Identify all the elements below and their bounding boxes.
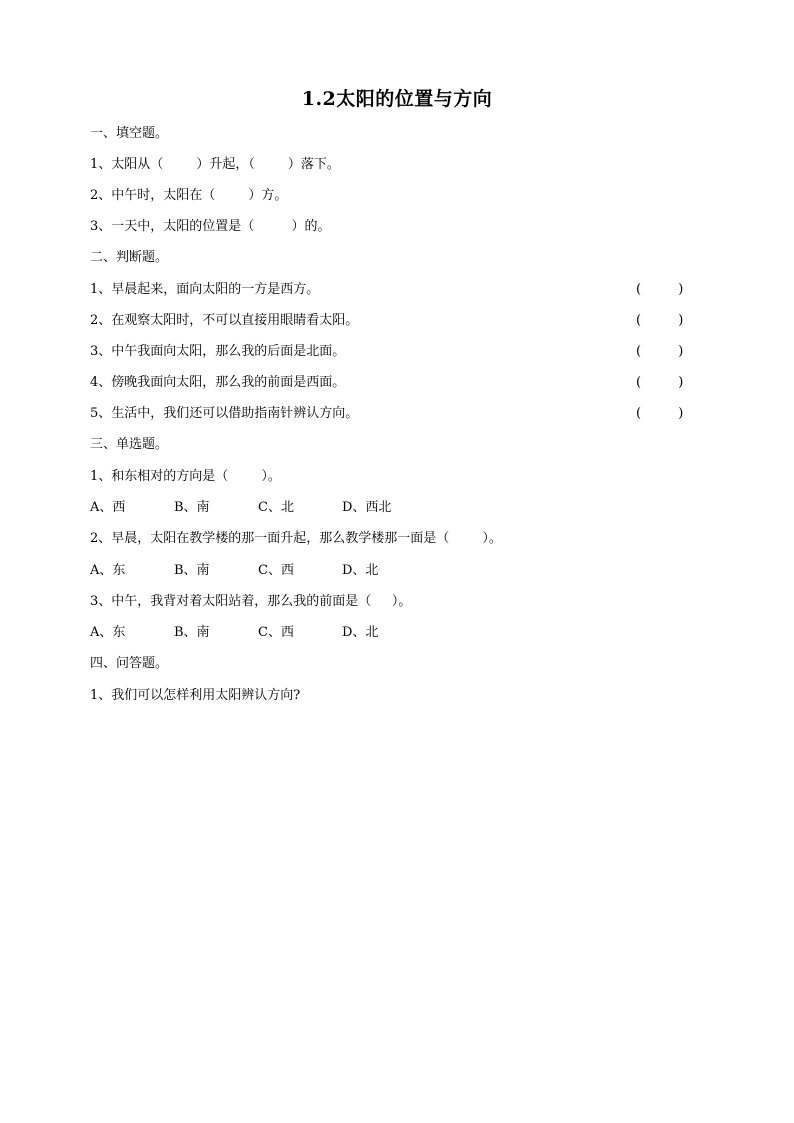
section-heading-fill-blank: 一、填空题。 [90,126,169,141]
true-false-question-1: 1、早晨起来，面向太阳的一方是西方。 [90,282,320,297]
true-false-question-2: 2、在观察太阳时，不可以直接用眼睛看太阳。 [90,313,359,328]
choice-question-3: 3、中午，我背对着太阳站着，那么我的前面是（ ）。 [90,594,412,609]
choice-option: A、西 [90,500,126,515]
fill-blank-question-2: 2、中午时，太阳在（ ）方。 [90,188,288,203]
choice-option: C、西 [258,625,294,640]
page-title: 1.2太阳的位置与方向 [301,88,493,110]
choice-option: B、南 [174,500,210,515]
true-false-answer-blank-2: ( ) [636,313,684,328]
true-false-question-4: 4、傍晚我面向太阳，那么我的前面是西面。 [90,375,346,390]
choice-option: D、北 [342,563,379,578]
choice-question-1: 1、和东相对的方向是（ ）。 [90,469,281,484]
choice-option: A、东 [90,625,126,640]
choice-option: D、北 [342,625,379,640]
choice-option: B、南 [174,563,210,578]
true-false-question-3: 3、中午我面向太阳，那么我的后面是北面。 [90,344,346,359]
section-heading-true-false: 二、判断题。 [90,250,169,265]
choice-option: C、西 [258,563,294,578]
section-heading-multiple-choice: 三、单选题。 [90,437,169,452]
section-heading-short-answer: 四、问答题。 [90,656,169,671]
fill-blank-question-3: 3、一天中，太阳的位置是（ ）的。 [90,219,331,234]
short-answer-question-1: 1、我们可以怎样利用太阳辨认方向? [90,688,301,703]
true-false-answer-blank-4: ( ) [636,375,684,390]
true-false-question-5: 5、生活中，我们还可以借助指南针辨认方向。 [90,406,359,421]
choice-question-2: 2、早晨，太阳在教学楼的那一面升起，那么教学楼那一面是（ ）。 [90,531,502,546]
fill-blank-question-1: 1、太阳从（ ）升起，（ ）落下。 [90,157,340,172]
true-false-answer-blank-1: ( ) [636,282,684,297]
choice-option: D、西北 [342,500,392,515]
true-false-answer-blank-3: ( ) [636,344,684,359]
choice-option: B、南 [174,625,210,640]
true-false-answer-blank-5: ( ) [636,406,684,421]
choice-option: A、东 [90,563,126,578]
choice-option: C、北 [258,500,294,515]
